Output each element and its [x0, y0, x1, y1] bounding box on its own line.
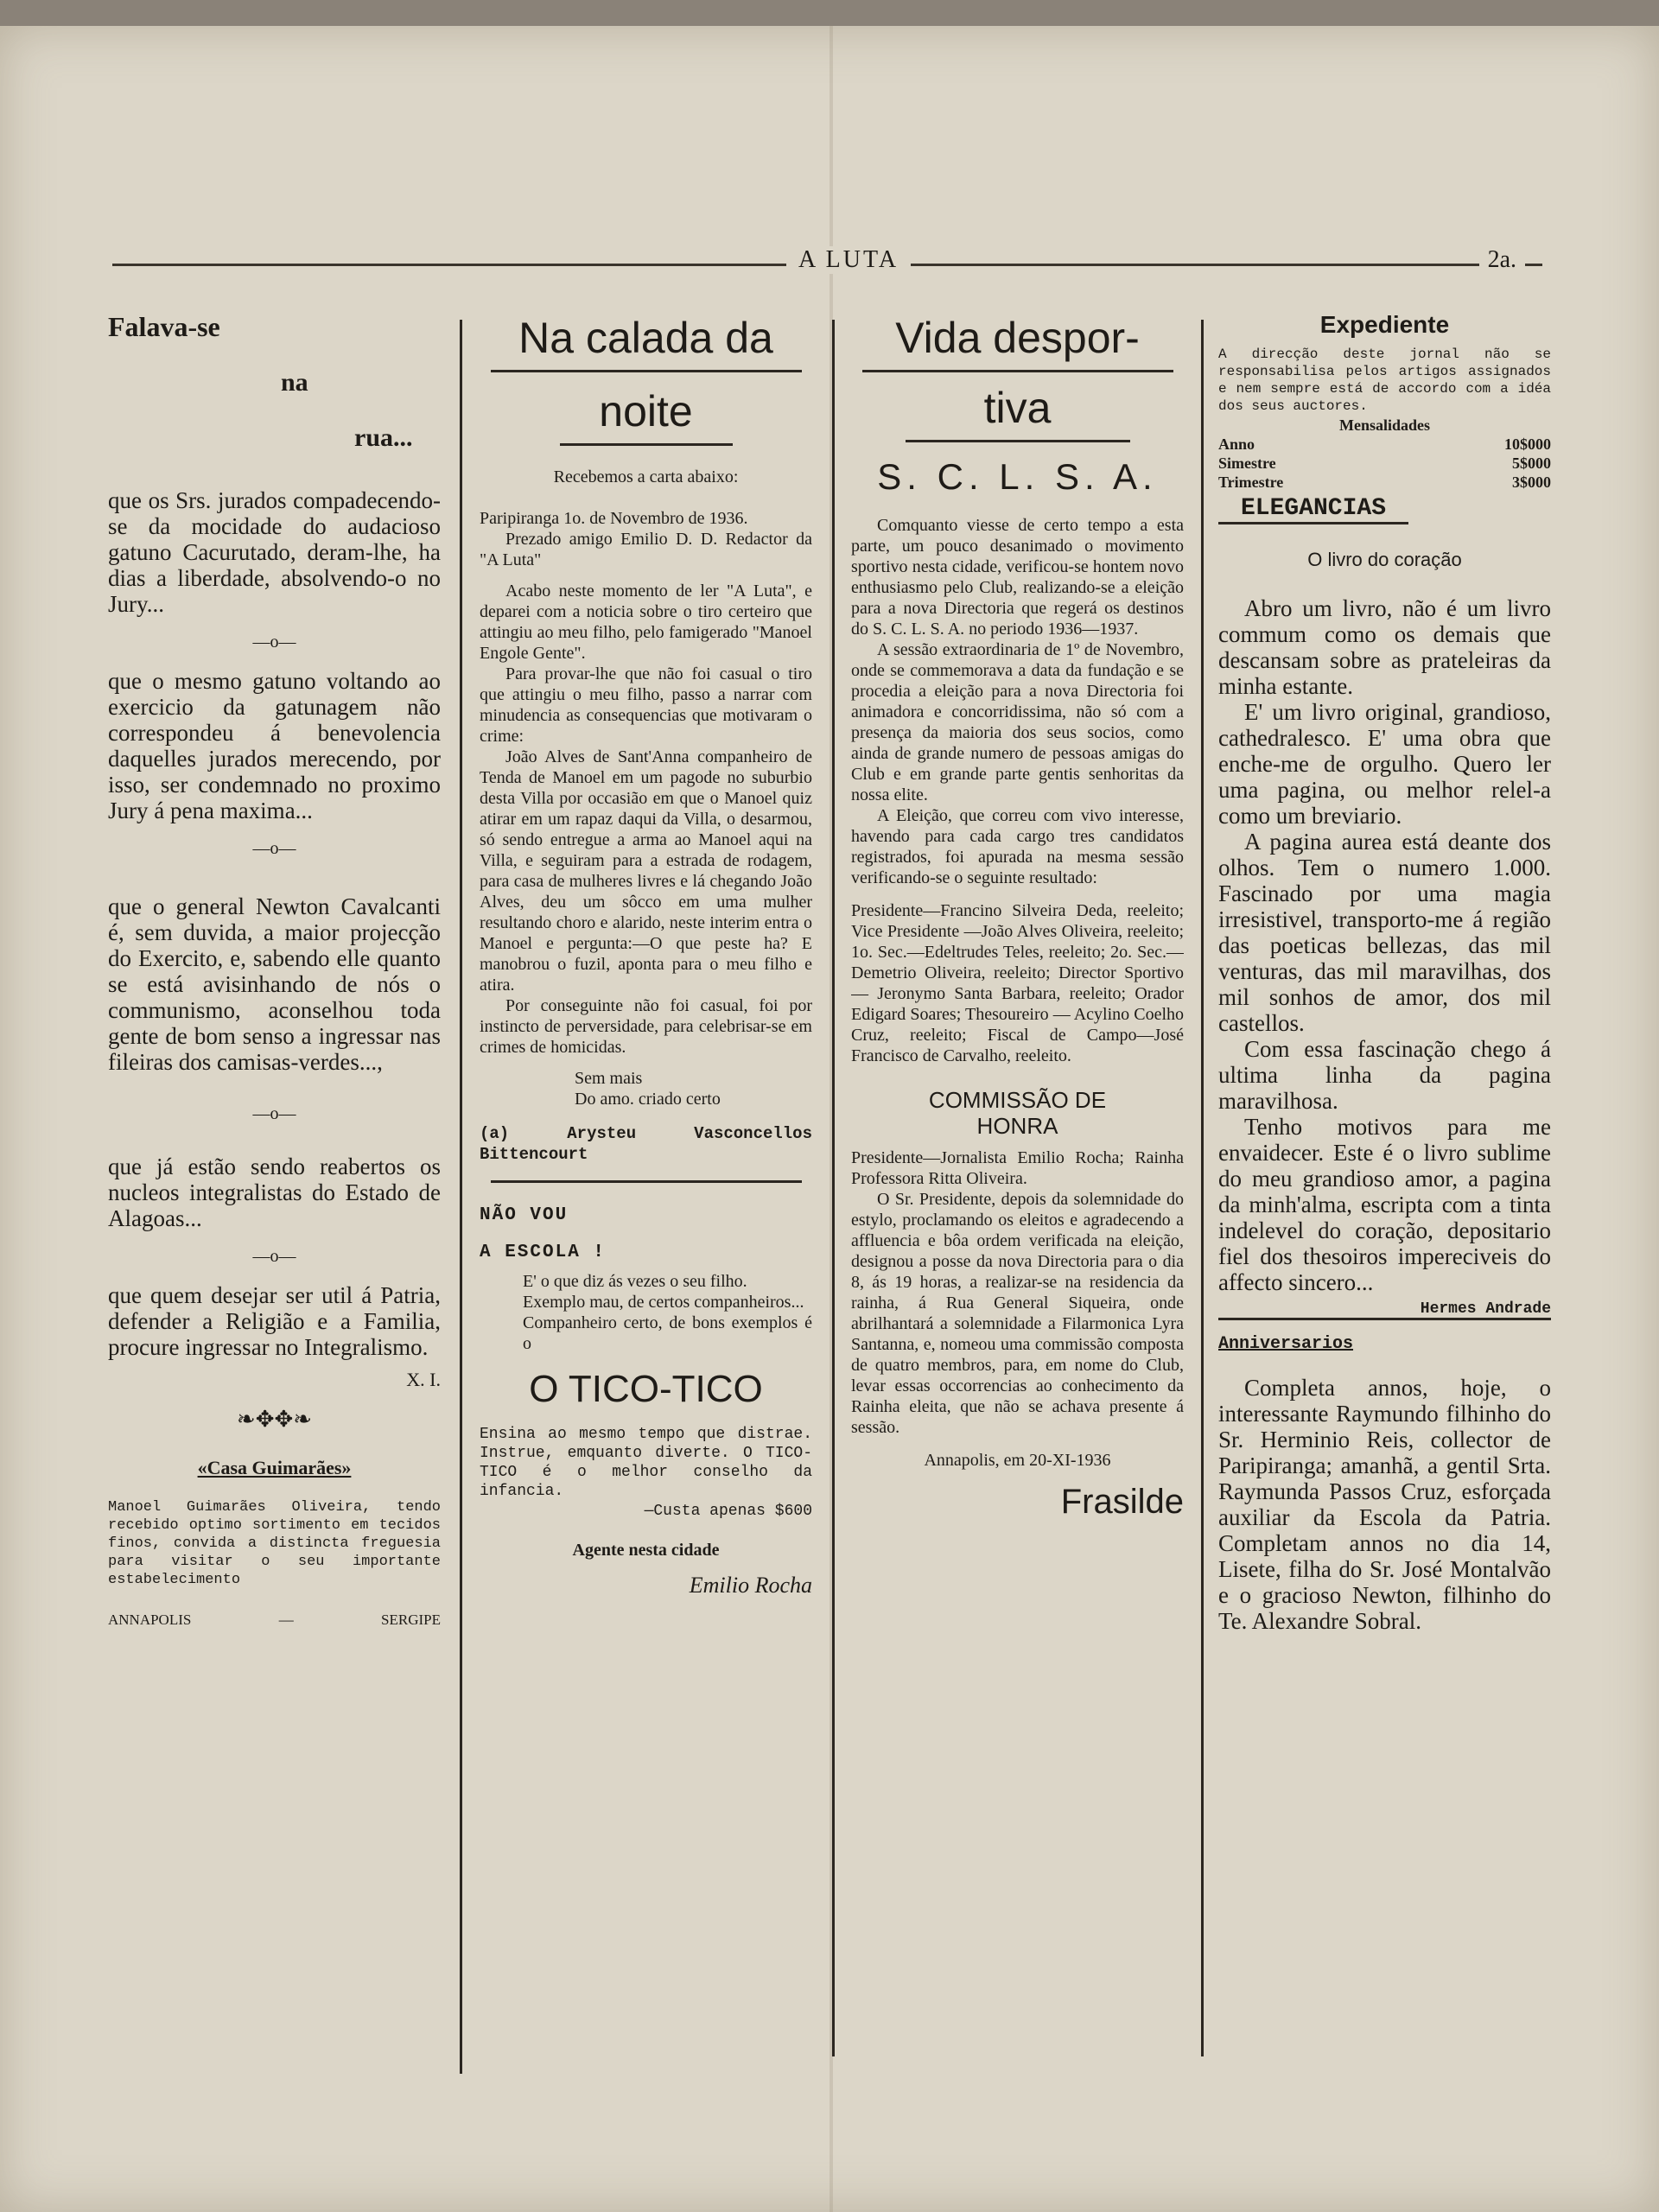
elegancias-paragraph-3: A pagina aurea está deante dos olhos. Tem o numero 1.000. Fascinado por uma magia irresistivel, transporto-me á região das poeticas bellezas, das mil venturas, das mil maravilhas, dos mil sonhos de amor, dos mil castellos.: [1218, 829, 1551, 1036]
price-value: 5$000: [1512, 454, 1551, 472]
section-rule: [491, 1180, 802, 1183]
elegancias-subtitle: O livro do coração: [1307, 549, 1462, 570]
letter-paragraph-4: Por conseguinte não foi casual, foi por instincto de perversidade, para celebrisar-se em crimes de homicidas.: [480, 996, 812, 1057]
separator: —o—: [252, 1104, 296, 1123]
elegancias-title: ELEGANCIAS: [1218, 495, 1408, 524]
footer-city: ANNAPOLIS: [108, 1611, 192, 1628]
elegancias-signature: Hermes Andrade: [1218, 1300, 1551, 1320]
ad-head-nao-vou: NÃO VOU: [480, 1205, 569, 1225]
letter-paragraph-2: Para provar-lhe que não foi casual o tiro que attingiu o meu filho, passo a narrar com minudencia as consequencias que motivaram o crime:: [480, 664, 812, 746]
sports-title-line-2: tiva: [983, 384, 1052, 432]
commission-members: Presidente—Jornalista Emilio Rocha; Rainha Professora Ritta Oliveira.: [851, 1148, 1184, 1188]
title-underline: [491, 370, 802, 372]
sports-results: Presidente—Francino Silveira Deda, reeleito; Vice Presidente —João Alves Oliveira, reeleito; 1o. Sec.—Edeltrudes Teles, reeleito; 2o. Sec.—Demetrio Oliveira, reeleito; Director Sportivo — Jeronymo Santa Barbara, reeleito; Orador Edigard Soares; Thesoureiro — Acylino Coelho Cruz, reeleito; Fiscal de Campo—José Francisco de Carvalho, reeleito.: [851, 901, 1184, 1065]
falava-item-1: que os Srs. jurados compadecendo-se da mocidade do audacioso gatuno Cacurutado, deram-lhe, ha dias a liberdade, absolvendo-o no Jury...: [108, 487, 441, 617]
column-expediente-elegancias: [1218, 311, 1551, 2082]
column-rule-2: [832, 320, 835, 2056]
sports-title-line-1: Vida despor-: [895, 314, 1140, 362]
footer-location: [108, 1611, 441, 1629]
sports-final-paragraph: O Sr. Presidente, depois da solemnidade do estylo, proclamando os eleitos e agradecendo a affluencia e bôa ordem verificada na eleição, designou a posse da nova Directoria para o dia 8, ás 19 horas, a realizar-se na residencia da rainha, á Rua General Siqueira, onde abrilhantará a solemnidade a Filarmonica Lyra Santanna, e, nomeou uma commissão composta de quatro membros, para, em nome do Club, levar essas occorrencias ao conhecimento da Rainha eleita, que não se achava presente á sessão.: [851, 1190, 1184, 1437]
falava-heading-1: Falava-se: [108, 311, 220, 342]
column-falava-se: [108, 311, 441, 2074]
ad-line-3: Companheiro certo, de bons exemplos é o: [523, 1313, 812, 1353]
article-title-line-2: noite: [599, 387, 693, 435]
separator: —o—: [252, 632, 296, 652]
page-number: 2a.: [1479, 246, 1525, 274]
column-rule-3: [1201, 320, 1204, 2056]
sports-paragraph-3: A Eleição, que correu com vivo interesse, havendo para cada cargo tres candidatos registrados, foi apurada na mesma sessão verificando-se o seguinte resultado:: [851, 806, 1184, 887]
anniversarios-title: Anniversarios: [1218, 1334, 1354, 1354]
commission-title: COMMISSÃO DE HONRA: [928, 1087, 1107, 1139]
mensalidades-title: Mensalidades: [1338, 416, 1430, 434]
price-row: [1218, 454, 1551, 473]
masthead: [112, 246, 1542, 281]
ad-agent-name: Emilio Rocha: [689, 1573, 812, 1598]
club-name: S. C. L. S. A.: [877, 456, 1158, 497]
column-na-calada: [480, 311, 812, 2082]
elegancias-paragraph-2: E' um livro original, grandioso, cathedralesco. E' uma obra que enche-me de orgulho. Quero ler uma pagina, ou melhor relel-a como um breviario.: [1218, 699, 1551, 829]
ad-line-2: Exemplo mau, de certos companheiros...: [523, 1293, 804, 1312]
title-underline: [906, 440, 1130, 442]
letter-paragraph-3: João Alves de Sant'Anna companheiro de Tenda de Manoel em um pagode no suburbio desta Villa por occasião em que o Manoel quiz atirar em um rapaz daqui da Villa, o desarmou, só sendo entregue a arma ao Manoel aqui na Villa, e seguiram para a estrada de rodagem, para casa de mulheres livres e lá chegando João Alves, deu um sôcco em uma mulher resultando choro e alarido, neste interim entra o Manoel e pergunta:—O que peste ha? E manobrou o fuzil, aponta para o meu filho e atira.: [480, 747, 812, 995]
letter-signature: (a) Arysteu Vasconcellos Bittencourt: [480, 1124, 812, 1164]
ad-tico-tico-name: O TICO-TICO: [529, 1368, 763, 1410]
separator: —o—: [252, 1247, 296, 1266]
falava-item-4: que já estão sendo reabertos os nucleos integralistas do Estado de Alagoas...: [108, 1154, 441, 1231]
letter-intro: Recebemos a carta abaixo:: [553, 467, 739, 486]
separator: —o—: [252, 839, 296, 858]
ad-title-casa-guimaraes: «Casa Guimarães»: [197, 1457, 352, 1478]
price-label: Simestre: [1218, 454, 1276, 472]
newspaper-title: A LUTA: [786, 246, 911, 274]
ornament: ❧✥✥❧: [236, 1407, 313, 1432]
falava-item-2: que o mesmo gatuno voltando ao exercicio da gatunagem não correspondeu á benevolencia daquelles jurados merecendo, por isso, ser condemnado no proximo Jury á pena maxima...: [108, 668, 441, 823]
column-vida-desportiva: [851, 311, 1184, 2082]
falava-item-3: que o general Newton Cavalcanti é, sem duvida, a maior projecção do Exercito, e, sabendo elle quanto se está avisinhando de nós o communismo, aconselhou toda gente de bom senso a ingressar nas fileiras dos camisas-verdes...,: [108, 893, 441, 1075]
ad-line-1: E' o que diz ás vezes o seu filho.: [523, 1272, 747, 1291]
title-underline: [560, 443, 733, 446]
price-row: [1218, 435, 1551, 454]
elegancias-paragraph-5: Tenho motivos para me envaidecer. Este é o livro sublime do meu grandioso amor, a pagina da minh'alma, escripta com a tinta indelevel do coração, depositario fiel dos thesoiros impereciveis do affecto sincero...: [1218, 1114, 1551, 1295]
ad-text-casa-guimaraes: Manoel Guimarães Oliveira, tendo recebido optimo sortimento em tecidos finos, convida a distincta freguesia para visitar o seu importante estabelecimento: [108, 1499, 441, 1588]
falava-heading-2: na: [281, 368, 308, 397]
sports-paragraph-1: Comquanto viesse de certo tempo a esta parte, um pouco desanimado o movimento sportivo nesta cidade, verificou-se hontem novo enthusiasmo pelo Club, realizando-se a eleição para a nova Directoria que regerá os destinos do S. C. L. S. A. no periodo 1936—1937.: [851, 516, 1184, 639]
ad-tico-tico-price: —Custa apenas $600: [644, 1503, 812, 1520]
letter-salutation: Prezado amigo Emilio D. D. Redactor da "A Luta": [480, 530, 812, 569]
footer-dash: —: [278, 1611, 294, 1628]
elegancias-paragraph-1: Abro um livro, não é um livro commum como os demais que descansam sobre as prateleiras da minha estante.: [1218, 595, 1551, 699]
title-underline: [862, 370, 1173, 372]
price-label: Anno: [1218, 435, 1255, 453]
column-rule-1: [460, 320, 462, 2074]
sports-dateline: Annapolis, em 20-XI-1936: [924, 1451, 1111, 1470]
ad-tico-tico-text: Ensina ao mesmo tempo que distrae. Instrue, emquanto diverte. O TICO-TICO é o melhor conselho da infancia.: [480, 1426, 812, 1500]
sports-signature: Frasilde: [1060, 1483, 1184, 1521]
article-title-line-1: Na calada da: [518, 314, 773, 362]
price-row: [1218, 473, 1551, 492]
footer-state: SERGIPE: [381, 1611, 441, 1628]
signature-xi: X. I.: [406, 1369, 441, 1390]
ad-head-a-escola: A ESCOLA !: [480, 1243, 607, 1262]
price-label: Trimestre: [1218, 474, 1284, 491]
letter-closing-2: Do amo. criado certo: [575, 1090, 721, 1109]
expediente-text: A direcção deste jornal não se responsabilisa pelos artigos assignados e nem sempre está de accordo com a idéa dos seus auctores.: [1218, 346, 1551, 414]
price-value: 3$000: [1512, 474, 1551, 491]
elegancias-paragraph-4: Com essa fascinação chego á ultima linha da pagina maravilhosa.: [1218, 1036, 1551, 1114]
letter-closing-1: Sem mais: [575, 1069, 643, 1088]
sports-paragraph-2: A sessão extraordinaria de 1º de Novembro, onde se commemorava a data da fundação e se procedia a eleição para a nova Directoria foi animadora e concorridissima, não só com a presença da maioria dos seus socios, como ainda de grande numero de pessoas amigas do Club e em grande parte gentis senhoritas da nossa elite.: [851, 640, 1184, 804]
letter-paragraph-1: Acabo neste momento de ler "A Luta", e deparei com a noticia sobre o tiro certeiro que attingiu ao meu filho, pelo famigerado "Manoel Engole Gente".: [480, 582, 812, 663]
falava-item-5: que quem desejar ser util á Patria, defender a Religião e a Familia, procure ingressar no Integralismo.: [108, 1282, 441, 1360]
falava-heading-3: rua...: [354, 423, 413, 452]
ad-agent-label: Agente nesta cidade: [572, 1541, 720, 1560]
price-value: 10$000: [1504, 435, 1551, 453]
anniversarios-text: Completa annos, hoje, o interessante Raymundo filhinho do Sr. Herminio Reis, collector de Paripiranga; amanhã, a gentil Srta. Raymunda Passos Cruz, esforçada auxiliar da Escola da Patria. Completam annos no dia 14, Lisete, filha do Sr. José Montalvão e o gracioso Newton, filhinho do Te. Alexandre Sobral.: [1218, 1375, 1551, 1634]
expediente-title: Expediente: [1319, 311, 1450, 338]
letter-dateline: Paripiranga 1o. de Novembro de 1936.: [480, 509, 748, 528]
